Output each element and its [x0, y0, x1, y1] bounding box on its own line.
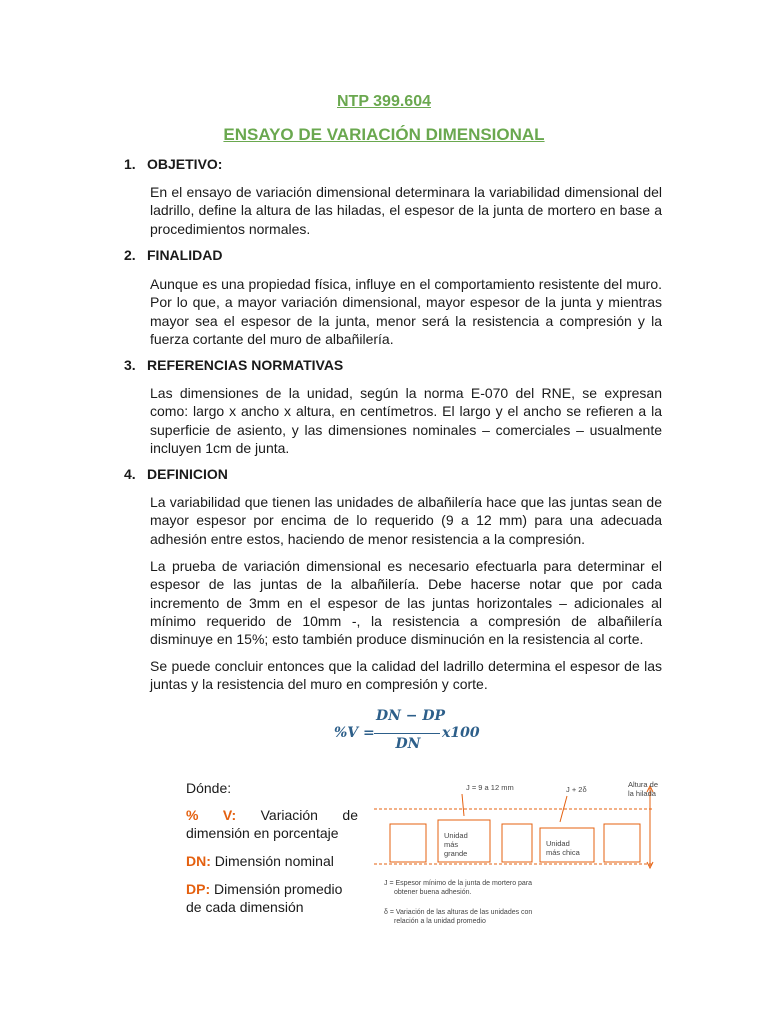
- formula-lhs: %V =: [334, 725, 375, 741]
- section-title: DEFINICION: [147, 466, 228, 482]
- legend-desc-v: Variación de: [260, 807, 358, 823]
- formula-denominator: DN: [395, 736, 421, 752]
- paragraph-definicion-3: Se puede concluir entonces que la calidad del ladrillo determina el espesor de las juntas y la resistencia del muro en compresión y corte.: [150, 658, 662, 693]
- section-number: 2.: [124, 247, 136, 263]
- page-title: ENSAYO DE VARIACIÓN DIMENSIONAL: [223, 125, 545, 144]
- label-unit-small-1: Unidad: [546, 839, 570, 848]
- brick-unit-5: [604, 824, 640, 862]
- section-title: FINALIDAD: [147, 247, 223, 263]
- legend-item-v: [186, 806, 358, 843]
- standard-code: NTP 399.604: [337, 93, 431, 110]
- legend-desc-dn: Dimensión nominal: [214, 853, 334, 869]
- paragraph-finalidad: Aunque es una propiedad física, influye en el comportamiento resistente del muro. Por lo que, a mayor variación dimensional, mayor espesor de la junta y mientras mayor sea el espesor de la junta, menor será la resistencia a compresión y la fuerza cortante del muro de albañilería.: [150, 276, 662, 347]
- section-number: 3.: [124, 357, 136, 373]
- section-title: REFERENCIAS NORMATIVAS: [147, 357, 344, 373]
- formula-numerator: DN − DP: [376, 708, 446, 724]
- masonry-joint-diagram: [372, 776, 668, 936]
- legend-desc-v-2: dimensión en porcentaje: [186, 825, 339, 842]
- section-heading-finalidad: [124, 247, 222, 263]
- paragraph-definicion-1: La variabilidad que tienen las unidades de albañilería hace que las juntas sean de mayor espesor por encima de lo requerido (9 a 12 mm) para una adecuada adhesión entre estos, haciendo de menor resistencia a la compresión.: [150, 494, 662, 547]
- legend-v-line: [186, 806, 358, 824]
- label-unit-small-2: más chica: [546, 848, 580, 857]
- note-j-1: J = Espesor mínimo de la junta de mortero para: [384, 880, 533, 887]
- legend-term-dp: DP:: [186, 881, 211, 897]
- label-altura-1: Altura de: [628, 780, 659, 789]
- legend-item-dp: [186, 880, 358, 917]
- section-heading-definicion: [124, 466, 228, 482]
- label-altura-2: la hilada: [628, 789, 656, 798]
- label-j2: J + 2δ: [566, 785, 587, 794]
- legend-desc-dp: Dimensión promedio de cada dimensión: [186, 881, 343, 916]
- label-j: J = 9 a 12 mm: [466, 783, 514, 792]
- pointer-j: [462, 794, 464, 816]
- section-heading-referencias: [124, 357, 343, 373]
- legend-term-dn: DN:: [186, 853, 211, 869]
- formula-fraction-bar: [374, 733, 440, 734]
- note-d-2: relación a la unidad promedio: [394, 918, 486, 925]
- note-j-2: obtener buena adhesión.: [394, 889, 472, 896]
- section-title: OBJETIVO:: [147, 156, 223, 172]
- section-number: 4.: [124, 466, 136, 482]
- note-d-1: δ = Variación de las alturas de las unidades con: [384, 909, 533, 916]
- paragraph-definicion-2: La prueba de variación dimensional es necesario efectuarla para determinar el espesor de las juntas de la albañilería. Debe hacerse notar que por cada incremento de 3mm en el espesor de las juntas horizontales – adicionales al mínimo requerido de 10mm -, la resistencia a compresión de albañilería disminuye en 15%; esto también produce disminución en la resistencia al corte.: [150, 558, 662, 648]
- paragraph-objetivo: En el ensayo de variación dimensional determinara la variabilidad dimensional del ladrillo, define la altura de las hiladas, el espesor de la junta de mortero en base a procedimientos normales.: [150, 184, 662, 237]
- paragraph-referencias: Las dimensiones de la unidad, según la norma E-070 del RNE, se expresan como: largo x ancho x altura, en centímetros. El largo y el ancho se refieren a la superficie de asiento, y las dimensiones nominales – comerciales – usualmente incluyen 1cm de junta.: [150, 385, 662, 456]
- legend-term-v: % V:: [186, 807, 237, 823]
- label-unit-big-3: grande: [444, 849, 468, 858]
- legend-where: Dónde:: [186, 780, 232, 796]
- label-unit-big-1: Unidad: [444, 831, 468, 840]
- brick-unit-1: [390, 824, 426, 862]
- section-heading-objetivo: [124, 156, 222, 172]
- brick-unit-3: [502, 824, 532, 862]
- label-unit-big-2: más: [444, 840, 459, 849]
- legend-item-dn: [186, 852, 358, 870]
- formula-multiplier: x100: [442, 725, 480, 741]
- section-number: 1.: [124, 156, 136, 172]
